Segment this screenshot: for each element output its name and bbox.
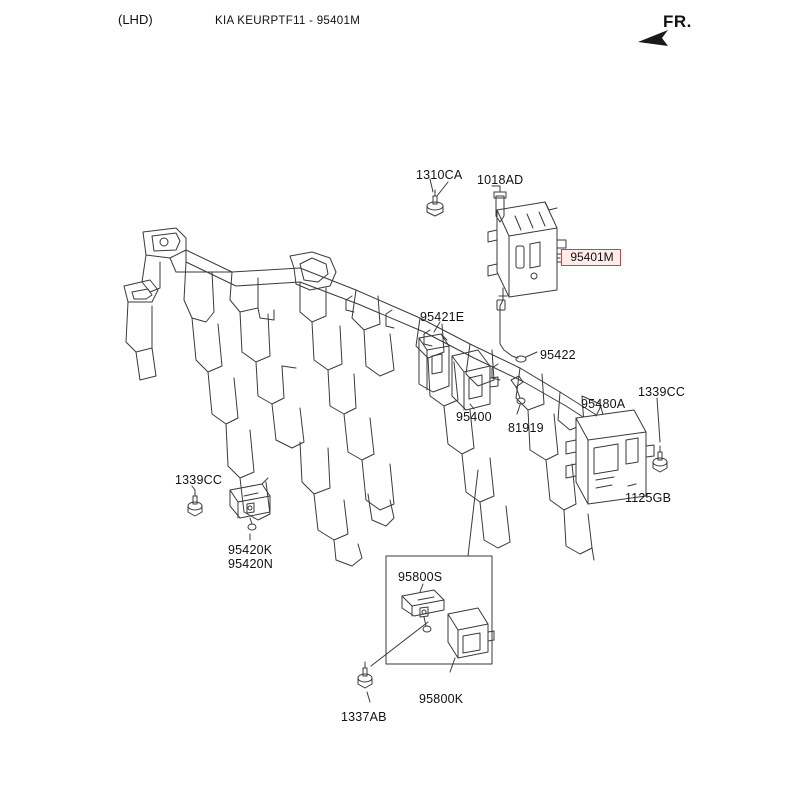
diagram-title: KIA KEURPTF11 - 95401M [215, 15, 361, 27]
part-95422-cable [497, 288, 526, 362]
part-label-1310ca[interactable]: 1310CA [416, 168, 463, 182]
lhd-indicator: (LHD) [118, 12, 153, 27]
part-label-95800s[interactable]: 95800S [398, 570, 443, 584]
highlighted-part-number: 95401M [570, 250, 614, 264]
part-1337ab-bolt [358, 622, 428, 702]
part-label-95421e[interactable]: 95421E [420, 310, 465, 324]
part-label-1125gb[interactable]: 1125GB [625, 491, 672, 505]
part-label-95420n[interactable]: 95420N [228, 557, 273, 571]
part-label-95420k[interactable]: 95420K [228, 543, 273, 557]
part-label-81919[interactable]: 81919 [508, 421, 544, 435]
part-95800k-module [448, 608, 494, 658]
part-95480a-module [566, 410, 654, 504]
fr-arrow [638, 30, 668, 46]
part-1339cc-right-bolt [653, 398, 667, 472]
part-label-95422[interactable]: 95422 [540, 348, 576, 362]
part-1310ca-bolt [427, 179, 443, 216]
part-label-1337ab[interactable]: 1337AB [341, 710, 387, 724]
front-direction-label: FR. [663, 12, 692, 31]
part-1339cc-left-bolt [188, 486, 202, 516]
part-label-95480a[interactable]: 95480A [581, 397, 626, 411]
part-label-1018ad[interactable]: 1018AD [477, 173, 524, 187]
part-label-1339cc[interactable]: 1339CC [175, 473, 223, 487]
part-label-95800k[interactable]: 95800K [419, 692, 464, 706]
part-95401m-module [488, 202, 566, 297]
part-label-95400[interactable]: 95400 [456, 410, 492, 424]
part-label-1339cc[interactable]: 1339CC [638, 385, 686, 399]
part-95420k-bracket [230, 484, 270, 530]
